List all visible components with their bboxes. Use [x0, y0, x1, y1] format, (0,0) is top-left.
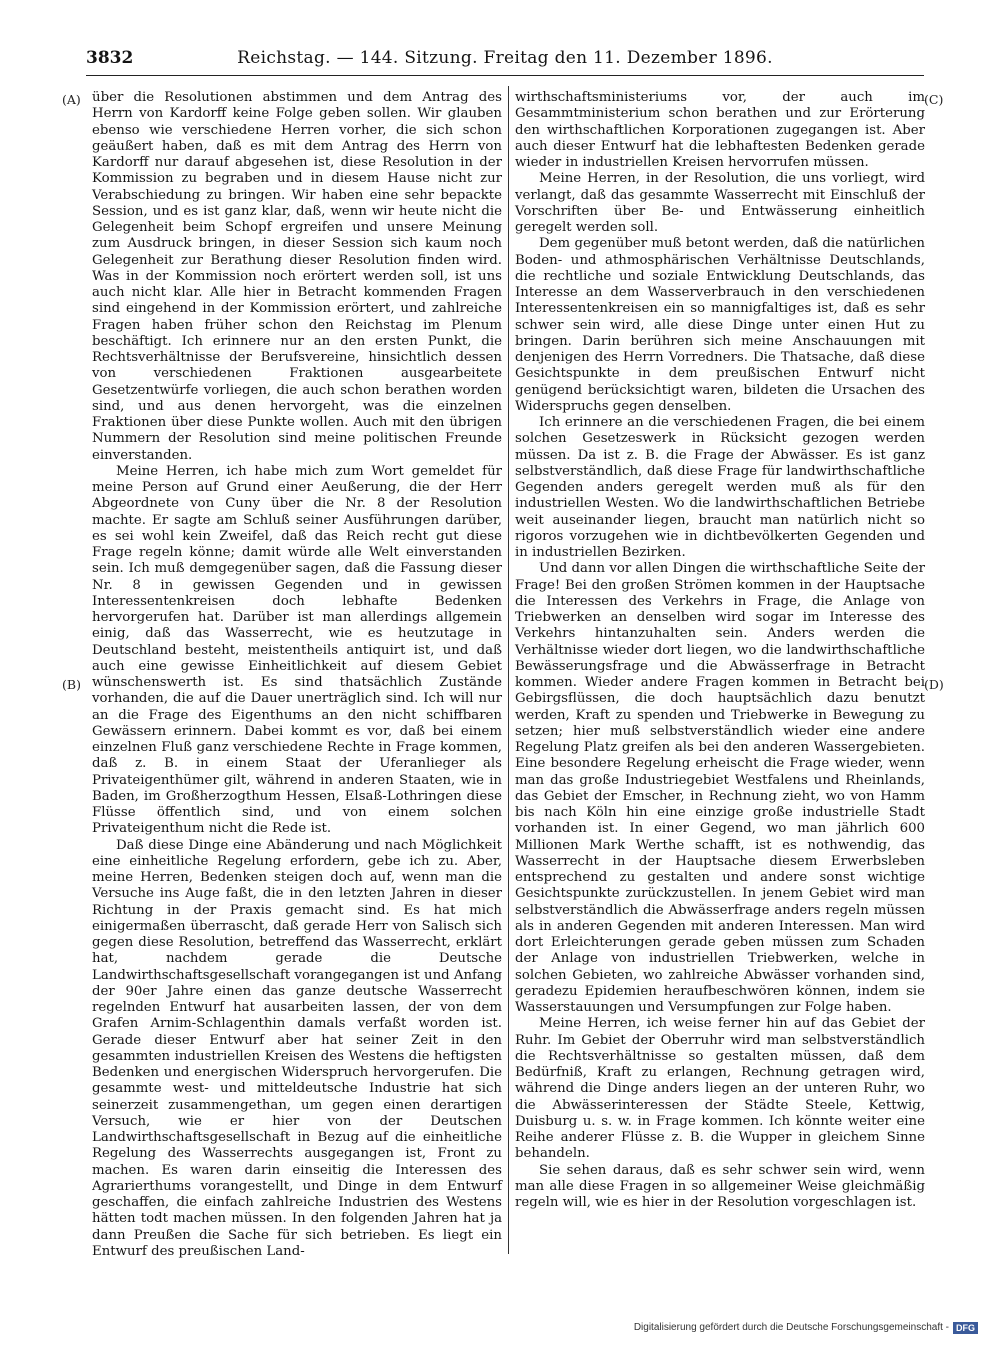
paragraph: Ich erinnere an die verschiedenen Fragen, die bei einem solchen Gesetzeswerk in Rücksicht gezogen werden müssen. Da ist z. B. die Frage der Abwässer. Es ist ganz selbstverständlich, daß diese Frage für landwirthschaftliche Gegenden anders geregelt werden muß als für den industriellen Westen. Wo die landwirthschaftlichen Betriebe weit auseinander liegen, braucht man natürlich nicht so rigoros vorzugehen wie in dichtbevölkerten Gegenden und in industriellen Bezirken. — [515, 415, 925, 560]
right-column — [515, 90, 925, 1211]
margin-mark-a: (A) — [62, 92, 81, 107]
column-divider — [508, 86, 509, 1254]
paragraph: Meine Herren, ich weise ferner hin auf das Gebiet der Ruhr. Im Gebiet der Oberruhr wird man selbstverständlich die Rechtsverhältnisse so gestalten müssen, daß dem Bedürfniß, Kraft zu erlangen, Rechnung getragen wird, während die Dinge anders liegen an der unteren Ruhr, wo die Abwässerinteressen der Städte Steele, Kettwig, Duisburg u. s. w. in Frage kommen. Ich könnte weiter eine Reihe anderer Flüsse z. B. die Wupper in gleichem Sinne behandeln. — [515, 1016, 925, 1162]
paragraph: Meine Herren, ich habe mich zum Wort gemeldet für meine Person auf Grund einer Aeußerung, die der Herr Abgeordnete von Cuny über die Nr. 8 der Resolution machte. Er sagte am Schluß seiner Ausführungen darüber, es sei wohl kein Zweifel, daß das Reich recht gut diese Frage regeln könne; damit würde alle Welt einverstanden sein. Ich muß demgegenüber sagen, daß die Fassung dieser Nr. 8 in gewissen Gegenden und in gewissen Interessentenkreisen doch lebhafte Bedenken hervorgerufen hat. Darüber ist man allerdings allgemein einig, daß das Wasserrecht, wie es heutzutage in Deutschland besteht, meistentheils antiquirt ist, und daß auch eine gewisse Einheitlichkeit auf diesem Gebiet wünschenswerth ist. Es sind thatsächlich Zustände vorhanden, die auf die Dauer unerträglich sind. Ich will nur an die Frage des Eigenthums an den nicht schiffbaren Gewässern erinnern. Dabei kommt es vor, daß bei einem einzelnen Fluß ganz verschiedene Rechte in Frage kommen, daß z. B. in einem Staat der Uferanlieger als Privateigenthümer gilt, während in anderen Staaten, wie in Baden, im Großherzogthum Hessen, Elsaß-Lothringen diese Flüsse öffentlich sind, und von einem solchen Privateigenthum nicht die Rede ist. — [92, 463, 502, 837]
paragraph: Sie sehen daraus, daß es sehr schwer sein wird, wenn man alle diese Fragen in so allgemeiner Weise gleichmäßig regeln will, wie es hier in der Resolution vorgeschlagen ist. — [515, 1162, 925, 1210]
footer — [634, 1321, 978, 1335]
left-column — [92, 90, 502, 1260]
paragraph: wirthschaftsministeriums vor, der auch im Gesammtministerium schon berathen und zur Erörterung den wirthschaftlichen Korporationen zugegangen ist. Aber auch dieser Entwurf hat die lebhaftesten Bedenken gerade wieder in industriellen Kreisen hervorrufen müssen. — [515, 90, 925, 170]
margin-mark-b: (B) — [62, 677, 81, 692]
page-header — [86, 46, 924, 70]
page-number: 3832 — [86, 48, 134, 68]
margin-mark-c: (C) — [924, 92, 944, 107]
paragraph: Daß diese Dinge eine Abänderung und nach Möglichkeit eine einheitliche Regelung erfordern, gebe ich zu. Aber, meine Herren, Bedenken steigen doch auf, wenn man die Versuche ins Auge faßt, die in den letzten Jahren in dieser Richtung in der Praxis gemacht sind. Es hat mich einigermaßen überrascht, daß gerade Herr von Salisch sich gegen diese Resolution, betreffend das Wasserrecht, erklärt hat, nachdem gerade die Deutsche Landwirthschaftsgesellschaft vorangegangen ist und Anfang der 90er Jahre einen das ganze deutsche Wasserrecht regelnden Entwurf hat ausarbeiten lassen, der von dem Grafen Arnim-Schlagenthin damals verfaßt worden ist. Gerade dieser Entwurf aber hat seiner Zeit in den gesammten industriellen Kreisen des Westens die heftigsten Bedenken und energischen Widerspruch hervorgerufen. Die gesammte west- und mitteldeutsche Industrie hat sich seinerzeit zusammengethan, um gegen einen derartigen Versuch, wie er hier von der Deutschen Landwirthschaftsgesellschaft in Bezug auf die einheitliche Regelung des Wasserrechts ausgegangen ist, Front zu machen. Es waren darin einseitig die Interessen des Agrarierthums vorangestellt, und Dinge in dem Entwurf geschaffen, die einfach zahlreiche Industrien des Westens hätten todt machen müssen. In den folgenden Jahren hat ja dann Preußen die Sache für sich betrieben. Es liegt ein Entwurf des preußischen Land- — [92, 837, 502, 1259]
funding-note: Digitalisierung gefördert durch die Deutsche Forschungsgemeinschaft - — [633, 1322, 949, 1333]
paragraph: Dem gegenüber muß betont werden, daß die natürlichen Boden- und athmosphärischen Verhältnisse Deutschlands, die rechtliche und soziale Entwicklung Deutschlands, das Interesse an dem Wasserverbrauch in den verschiedenen Interessentenkreisen ein so mannigfaltiges ist, daß es sehr schwer sein wird, alle diese Dinge unter einen Hut zu bringen. Darin berühren sich meine Anschauungen mit denjenigen des Herrn Vorredners. Die Thatsache, daß diese Gesichtspunkte in dem preußischen Entwurf nicht genügend berücksichtigt waren, bildeten die Ursachen des Widerspruchs gegen denselben. — [515, 236, 925, 414]
running-title: Reichstag. — 144. Sitzung. Freitag den 11. Dezember 1896. — [237, 48, 773, 68]
paragraph: über die Resolutionen abstimmen und dem Antrag des Herrn von Kardorff keine Folge geben sollen. Wir glauben ebenso wie verschiedene Herren vorher, die sich schon geäußert haben, daß es mit dem Antrag des Herrn von Kardorff nur darauf abgesehen ist, diese Resolution in der Kommission zu begraben und in diesem Hause nicht zur Verabschiedung zu bringen. Wir haben eine sehr bepackte Session, und es ist ganz klar, daß, wenn wir heute nicht die Gelegenheit beim Schopf ergreifen und unsere Meinung zum Ausdruck bringen, in dieser Session sich kaum noch Gelegenheit zur Berathung dieser Resolution finden wird. Was in der Kommission noch erörtert werden soll, ist uns auch nicht klar. Alle hier in Betracht kommenden Fragen sind eingehend in der Kommission erörtert, und zahlreiche Fragen haben früher schon den Reichstag im Plenum beschäftigt. Ich erinnere nur an den ersten Punkt, die Rechtsverhältnisse der Berufsvereine, hinsichtlich dessen von verschiedenen Fraktionen ausgearbeitete Gesetzentwürfe vorliegen, die auch schon berathen worden sind, und aus denen hervorgeht, was die einzelnen Fraktionen über diese Punkte wollen. Auch mit den übrigen Nummern der Resolution sind meine politischen Freunde einverstanden. — [92, 90, 502, 463]
header-rule — [86, 75, 924, 76]
paragraph: Und dann vor allen Dingen die wirthschaftliche Seite der Frage! Bei den großen Strömen kommen in der Hauptsache die Interessen des Verkehrs in Frage, die Anlage von Triebwerken an denselben wird sogar im Interesse des Verkehrs hintanzuhalten sein. Anders werden die Verhältnisse wieder dort liegen, wo die landwirthschaftliche Bewässerungsfrage und die Abwässerfrage in Betracht kommen. Wieder andere Fragen kommen in Betracht bei Gebirgsflüssen, die doch hauptsächlich dazu benutzt werden, Kraft zu spenden und Triebwerke in Bewegung zu setzen; hier muß selbstverständlich wieder eine andere Regelung Platz greifen als bei den anderen Wassergebieten. Eine besondere Regelung erheischt die Frage wieder, wenn man das große Industriegebiet Westfalens und Rheinlands, das Gebiet der Emscher, in Rechnung zieht, wo von Hamm bis nach Köln hin eine einzige große industrielle Stadt vorhanden ist. In einer Gegend, wo man jährlich 600 Millionen Mark Werthe schafft, ist es nothwendig, das Wasserrecht in der Hauptsache diesem Erwerbsleben entsprechend zu gestalten und andere sonst wichtige Gesichtspunkte zurückzustellen. In jenem Gebiet wird man selbstverständlich die Abwässerfrage anders regeln müssen als in anderen Gegenden mit anderen Interessen. Man wird dort Erleichterungen gerade geben müssen zum Schaden der Anlage von industriellen Triebwerken, welche in solchen Gebieten, wo zahlreiche Abwässer vorhanden sind, geradezu Epidemien heraufbeschwören können, indem sie Wasserstauungen und Versumpfungen zur Folge haben. — [515, 561, 925, 1015]
margin-mark-d: (D) — [924, 677, 944, 692]
dfg-logo: DFG — [953, 1322, 978, 1334]
paragraph: Meine Herren, in der Resolution, die uns vorliegt, wird verlangt, daß das gesammte Wasserrecht mit Einschluß der Vorschriften über Be- und Entwässerung einheitlich geregelt werden soll. — [515, 171, 925, 235]
